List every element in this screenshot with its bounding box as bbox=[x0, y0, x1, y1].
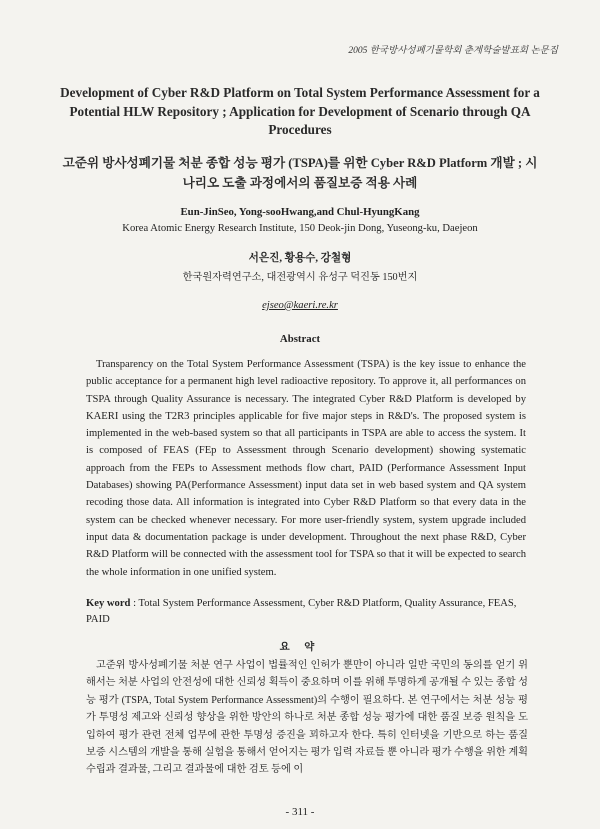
korean-title: 고준위 방사성폐기물 처분 종합 성능 평가 (TSPA)를 위한 Cyber R&D Platform 개발 ; 시나리오 도출 과정에서의 품질보증 적용 사례 bbox=[62, 156, 538, 190]
korean-summary-heading: 요 약 bbox=[279, 642, 321, 653]
korean-summary-body: 고준위 방사성폐기물 처분 연구 사업이 법률적인 인허가 뿐만이 아니라 일반 국민의 동의를 얻기 위해서는 처분 사업의 안전성에 대한 신뢰성 획득이 중요하며 이를 위해 투명하게 공개될 수 있는 종합 성능 평가 (TSPA, Total System Performance Assessment)의 수행이 필요하다. 본 연구에서는 처분 성능 평가 투명성 제고와 신뢰성 향상을 위한 방안의 하나로 처분 종합 성능 평가에 대한 품질 보증 원칙을 도입하여 평가 관련 전체 업무에 관한 투명성 증진을 꾀하고자 한다. 특히 인터넷을 기반으로 하는 품질 보증 시스템의 개발을 통해 실험을 통해서 얻어지는 평가 입력 자료들 뿐 아니라 평가 수행을 위한 계획 수립과 결과물, 그리고 결과물에 대한 검토 등에 이 bbox=[86, 660, 528, 776]
keywords bbox=[86, 596, 526, 628]
english-authors: Eun-JinSeo, Yong-sooHwang,and Chul-HyungKang bbox=[180, 206, 420, 218]
english-title: Development of Cyber R&D Platform on Total System Performance Assessment for a Potential HLW Repository ; Application for Development of Scenario through QA Procedures bbox=[60, 85, 540, 137]
running-header: 2005 한국방사성폐기물학회 춘계학술발표회 논문집 bbox=[348, 46, 558, 56]
english-affiliation: Korea Atomic Energy Research Institute, 150 Deok-jin Dong, Yuseong-ku, Daejeon bbox=[122, 223, 478, 234]
korean-affiliation: 한국원자력연구소, 대전광역시 유성구 덕진동 150번지 bbox=[182, 272, 418, 283]
keywords-value: : Total System Performance Assessment, Cyber R&D Platform, Quality Assurance, FEAS, PAID bbox=[86, 598, 517, 625]
abstract-heading: Abstract bbox=[279, 333, 321, 345]
korean-authors: 서은진, 황용수, 강철형 bbox=[248, 253, 352, 264]
page-number: - 311 - bbox=[285, 806, 315, 818]
author-email[interactable]: ejseo@kaeri.re.kr bbox=[262, 300, 338, 311]
abstract-body: Transparency on the Total System Performance Assessment (TSPA) is the key issue to enhance the public acceptance for a permanent high level radioactive repository. To approve it, all performances on TSPA through Quality Assurance is necessary. The integrated Cyber R&D Platform is developed by KAERI using the T2R3 principles applicable for five major steps in R&D's. The proposed system is implemented in the web-based system so that all participants in TSPA are able to access the system. It is composed of FEAS (FEp to Assessment through Scenario development) showing systematic approach from the FEPs to Assessment methods flow chart, PAID (Performance Assessment Input Databases) showing PA(Performance Assessment) input data set in web based system and QA system recoding those data. All information is integrated into Cyber R&D Platform so that every data in the system can be checked whenever necessary. For more user-friendly system, system upgrade included input data & documentation package is under development. Throughout the next phase R&D, Cyber R&D Platform will be connected with the assessment tool for TSPA so that it will be expected to search the whole information in one unified system. bbox=[86, 359, 526, 578]
keywords-label: Key word bbox=[86, 598, 131, 609]
